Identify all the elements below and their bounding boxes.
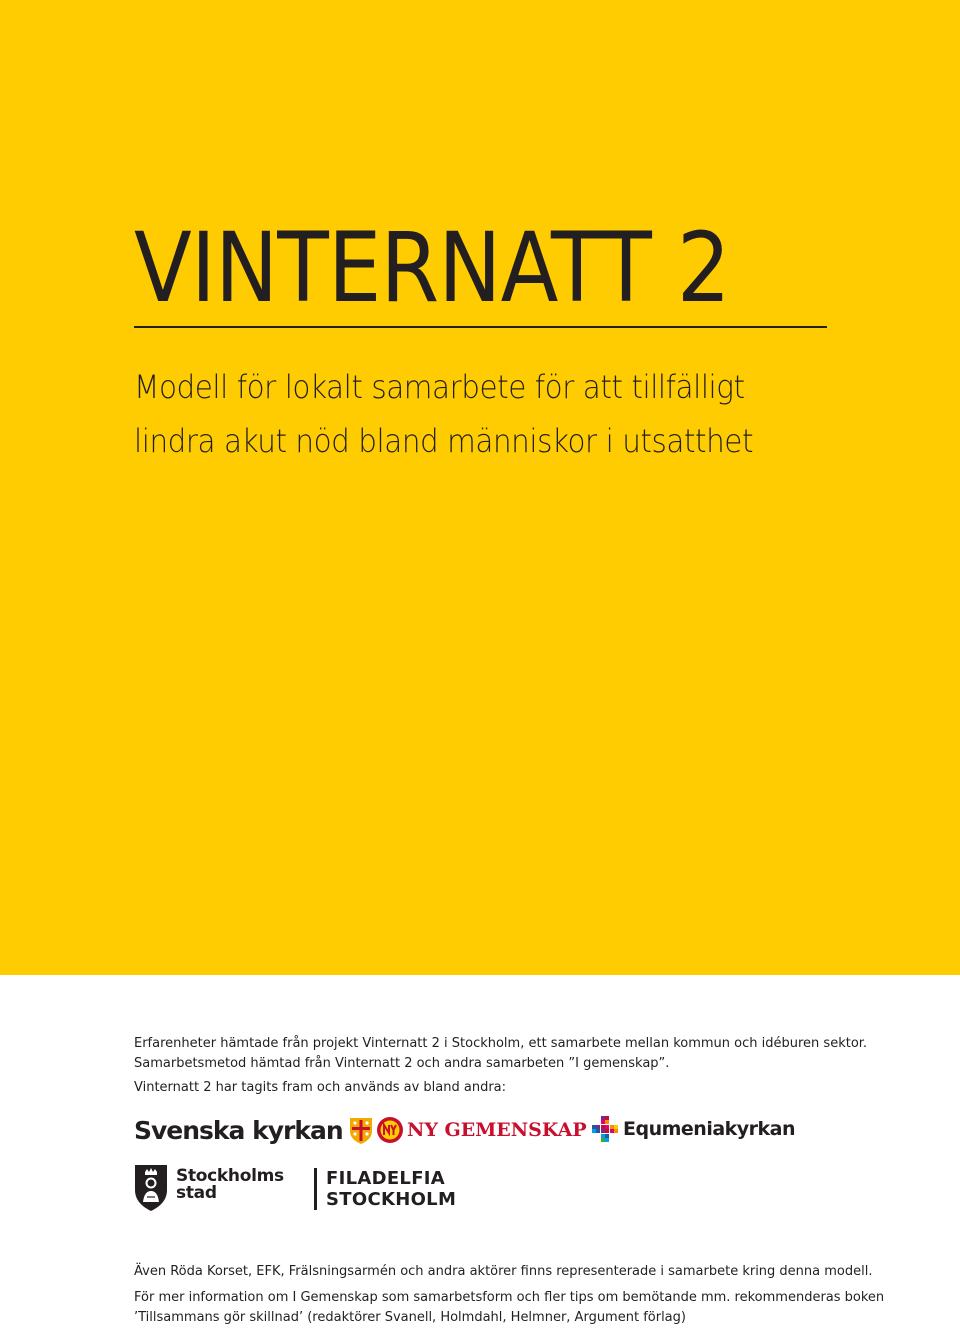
filadelfia-line: FILADELFIA bbox=[326, 1168, 446, 1189]
svenska-kyrkan-shield-icon bbox=[349, 1117, 373, 1145]
footer-line: För mer information om I Gemenskap som samarbetsform och fler tips om bemötande mm. rekommenderas boken bbox=[134, 1290, 885, 1305]
stockholms-stad-wordmark bbox=[176, 1168, 284, 1202]
equmeniakyrkan-logo bbox=[592, 1116, 795, 1142]
filadelfia-line: STOCKHOLM bbox=[326, 1189, 457, 1210]
footer-line: Även Röda Korset, EFK, Frälsningsarmén och andra aktörer finns representerade i samarbete kring denna modell. bbox=[134, 1264, 873, 1279]
equmeniakyrkan-wordmark: Equmeniakyrkan bbox=[623, 1118, 796, 1140]
title-divider bbox=[134, 326, 827, 328]
ny-gemenskap-wordmark: NY GEMENSKAP bbox=[407, 1119, 587, 1141]
intro-line: Erfarenheter hämtade från projekt Vinternatt 2 i Stockholm, ett samarbete mellan kommun och idéburen sektor. bbox=[134, 1036, 868, 1051]
intro-text bbox=[134, 1034, 867, 1098]
filadelfia-stockholm-logo bbox=[314, 1168, 456, 1210]
intro-line: Vinternatt 2 har tagits fram och används av bland andra: bbox=[134, 1080, 507, 1095]
ny-gemenskap-emblem-icon bbox=[376, 1116, 404, 1144]
stockholms-stad-line: stad bbox=[176, 1183, 217, 1203]
filadelfia-wordmark bbox=[326, 1168, 456, 1210]
document-subtitle bbox=[134, 360, 854, 468]
footer-text bbox=[134, 1262, 884, 1328]
equmeniakyrkan-cross-icon bbox=[592, 1116, 618, 1142]
intro-line: Samarbetsmetod hämtad från Vinternatt 2 och andra samarbeten ”I gemenskap”. bbox=[134, 1056, 670, 1071]
stockholms-stad-line: Stockholms bbox=[176, 1166, 284, 1186]
footer-line: ’Tillsammans gör skillnad’ (redaktörer Svanell, Holmdahl, Helmner, Argument förlag) bbox=[134, 1310, 686, 1325]
subtitle-line: lindra akut nöd bland människor i utsatthet bbox=[134, 422, 754, 460]
document-title: VINTERNATT 2 bbox=[134, 212, 730, 324]
svenska-kyrkan-logo bbox=[134, 1116, 373, 1145]
stockholms-stad-crest-icon bbox=[134, 1164, 168, 1212]
svenska-kyrkan-wordmark: Svenska kyrkan bbox=[134, 1116, 343, 1145]
filadelfia-bar bbox=[314, 1168, 317, 1210]
ny-gemenskap-logo bbox=[376, 1116, 587, 1144]
subtitle-line: Modell för lokalt samarbete för att tillfälligt bbox=[134, 368, 745, 406]
stockholms-stad-logo bbox=[134, 1164, 284, 1212]
